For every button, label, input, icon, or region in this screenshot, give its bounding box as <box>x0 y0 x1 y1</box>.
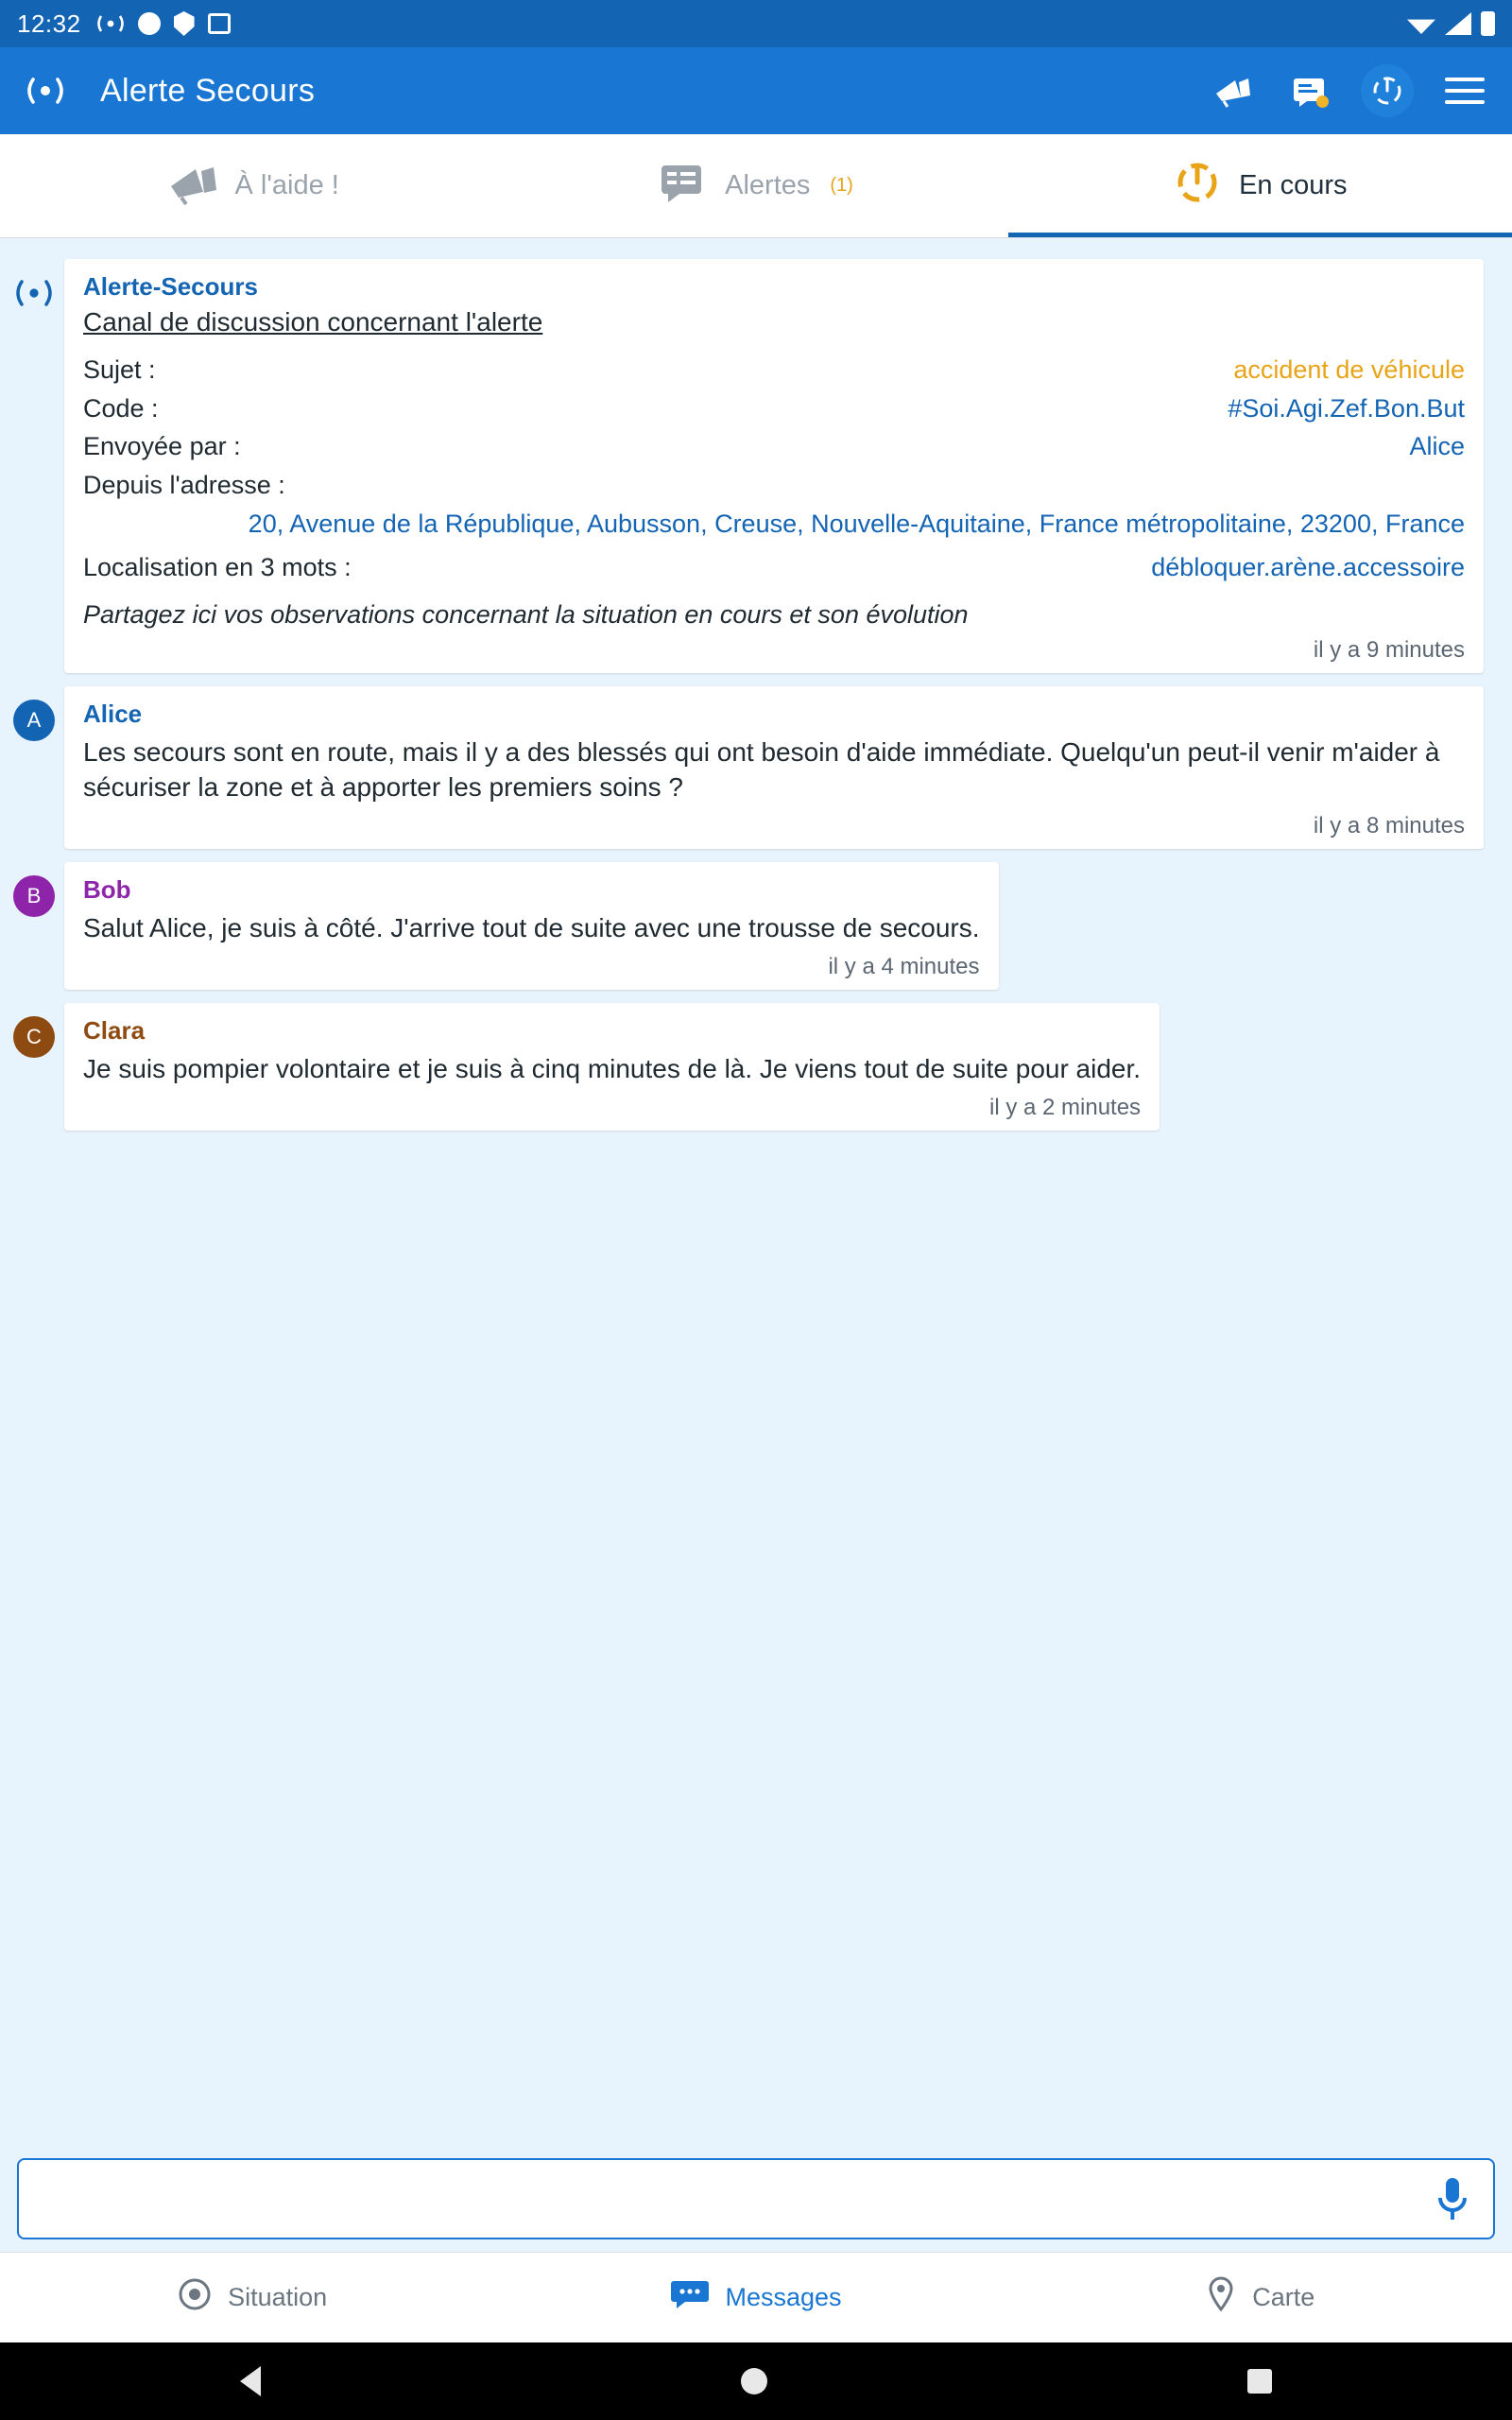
field-label: Code : <box>83 393 159 423</box>
avatar: B <box>13 875 55 917</box>
channel-hint: Partagez ici vos observations concernant la situation en cours et son évolution <box>83 599 969 629</box>
message-row <box>0 862 1512 1003</box>
message-text: Salut Alice, je suis à côté. J'arrive tout de suite avec une trousse de secours. <box>83 913 980 943</box>
message-time: il y a 8 minutes <box>1313 813 1465 839</box>
message-bubble <box>64 686 1484 850</box>
broadcast-icon <box>96 12 125 35</box>
field-code <box>83 389 1465 428</box>
microphone-icon[interactable] <box>1427 2174 1478 2223</box>
bottom-nav-label: Carte <box>1252 2283 1315 2311</box>
bottom-nav-situation[interactable] <box>0 2253 504 2342</box>
status-bar <box>0 0 1512 47</box>
home-icon[interactable] <box>741 2368 767 2394</box>
bottom-nav-messages[interactable] <box>504 2253 1007 2342</box>
field-envoyee-par <box>83 427 1465 466</box>
message-sender: Clara <box>83 1016 146 1046</box>
message-sender: Alice <box>83 699 143 728</box>
menu-icon[interactable] <box>1438 64 1491 117</box>
cast-icon <box>208 13 231 34</box>
avatar <box>13 272 55 314</box>
channel-title: Canal de discussion concernant l'alerte <box>83 307 543 337</box>
situation-icon <box>177 2276 213 2319</box>
field-adresse-label <box>83 466 1465 505</box>
tab-en-cours[interactable] <box>1008 134 1512 237</box>
shield-icon <box>174 11 195 36</box>
message-sender: Bob <box>83 875 131 905</box>
field-value: #Soi.Agi.Zef.Bon.But <box>1228 393 1465 423</box>
back-icon[interactable] <box>240 2366 261 2396</box>
megaphone-icon <box>165 160 218 213</box>
progress-circle-icon <box>1173 158 1222 215</box>
message-row <box>0 1003 1512 1144</box>
chat-area[interactable] <box>0 238 1512 2148</box>
message-badge <box>1316 95 1329 108</box>
message-text: Les secours sont en route, mais il y a des blessés qui ont besoin d'aide immédiate. Quelqu'un peut-il venir m'aider à sécuriser la zone et à apporter les premiers soins ? <box>83 736 1440 803</box>
tab-badge: (1) <box>830 175 853 196</box>
field-value: Alice <box>1409 432 1465 460</box>
app-logo-icon <box>21 75 70 107</box>
app-bar <box>0 47 1512 134</box>
bottom-nav-label: Messages <box>725 2283 842 2311</box>
message-composer <box>0 2148 1512 2252</box>
tab-alertes[interactable] <box>504 134 1007 237</box>
field-sujet <box>83 351 1465 389</box>
field-label: Sujet : <box>83 355 156 384</box>
message-time: il y a 2 minutes <box>988 1094 1142 1120</box>
field-label: Depuis l'adresse : <box>83 470 285 499</box>
message-time: il y a 4 minutes <box>828 954 980 980</box>
recents-icon[interactable] <box>1247 2369 1272 2394</box>
message-sender: Alerte-Secours <box>83 272 258 301</box>
status-left-icons <box>96 11 231 36</box>
app-bar-actions <box>1206 64 1491 117</box>
field-localisation-3-mots <box>83 548 1465 587</box>
signal-icon <box>1445 12 1471 35</box>
battery-icon <box>1481 11 1495 36</box>
bottom-nav-carte[interactable] <box>1008 2253 1512 2342</box>
in-progress-icon[interactable] <box>1361 64 1414 117</box>
tab-label: En cours <box>1239 170 1348 200</box>
message-time: il y a 9 minutes <box>1313 636 1465 663</box>
page-title: Alerte Secours <box>100 72 316 109</box>
message-row <box>0 686 1512 863</box>
tab-label: Alertes <box>725 170 811 200</box>
bottom-nav-label: Situation <box>228 2283 328 2311</box>
megaphone-icon[interactable] <box>1206 64 1259 117</box>
field-label: Localisation en 3 mots : <box>83 553 352 582</box>
message-input[interactable] <box>34 2184 1427 2214</box>
field-adresse-value: 20, Avenue de la République, Aubusson, Creuse, Nouvelle-Aquitaine, France métropolitaine, 23200, France <box>248 510 1465 538</box>
alert-list-icon <box>659 162 708 211</box>
system-navigation-bar <box>0 2342 1512 2420</box>
tab-a-laide[interactable] <box>0 134 504 237</box>
message-row-channel <box>0 259 1512 686</box>
status-right-icons <box>1407 11 1495 36</box>
messages-icon <box>670 2276 710 2319</box>
tab-label: À l'aide ! <box>234 170 339 200</box>
field-label: Envoyée par : <box>83 432 241 460</box>
message-bubble <box>64 862 999 990</box>
avatar: C <box>13 1016 55 1058</box>
field-value: accident de véhicule <box>1233 355 1465 384</box>
map-pin-icon <box>1205 2275 1237 2320</box>
bottom-navigation <box>0 2252 1512 2342</box>
status-clock: 12:32 <box>17 9 81 38</box>
tab-indicator <box>1008 233 1512 237</box>
message-icon[interactable] <box>1283 64 1336 117</box>
avatar: A <box>13 700 55 741</box>
record-icon <box>138 12 161 35</box>
tab-bar <box>0 134 1512 238</box>
message-bubble <box>64 1003 1160 1131</box>
message-input-wrapper[interactable] <box>17 2158 1495 2239</box>
wifi-icon <box>1407 13 1435 34</box>
message-text: Je suis pompier volontaire et je suis à cinq minutes de là. Je viens tout de suite pour aider. <box>83 1054 1142 1084</box>
channel-info-card <box>64 259 1484 673</box>
field-value: débloquer.arène.accessoire <box>1151 553 1465 582</box>
